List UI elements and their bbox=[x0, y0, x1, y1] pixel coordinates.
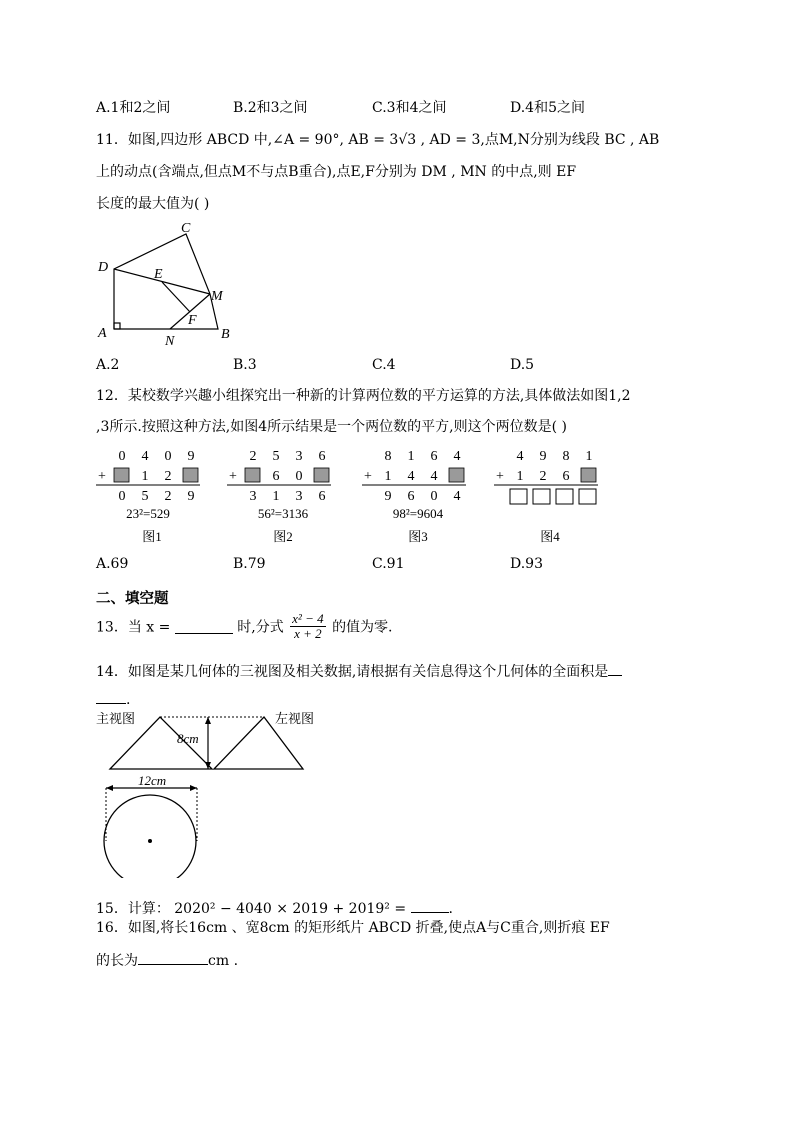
digit: 1 bbox=[407, 449, 415, 464]
digit: 4 bbox=[453, 489, 461, 504]
q12-option-b: B.79 bbox=[233, 556, 266, 572]
digit: 6 bbox=[562, 469, 570, 484]
q16-line1: 16．如图,将长16cm 、宽8cm 的矩形纸片 ABCD 折叠,使点A与C重合,则折痕 EF bbox=[96, 920, 610, 936]
q15 bbox=[96, 898, 453, 918]
empty-box bbox=[556, 489, 573, 504]
digit: 0 bbox=[118, 489, 126, 504]
caption: 图1 bbox=[142, 529, 162, 544]
q12-option-c: C.91 bbox=[372, 556, 405, 572]
q11-quadrilateral-figure bbox=[90, 220, 250, 350]
label-b: B bbox=[221, 327, 230, 342]
width-label: 12cm bbox=[138, 773, 167, 788]
digit: 0 bbox=[118, 449, 126, 464]
digit: 6 bbox=[318, 489, 326, 504]
digit: 2 bbox=[539, 469, 547, 484]
digit: 5 bbox=[141, 489, 149, 504]
top-view-circle bbox=[104, 795, 196, 878]
q11-option-b: B.3 bbox=[233, 357, 257, 373]
digit: 1 bbox=[384, 469, 392, 484]
shaded-box bbox=[314, 468, 329, 482]
q10-option-a: A.1和2之间 bbox=[96, 100, 171, 116]
equation: 56²=3136 bbox=[257, 506, 309, 521]
q16-line2 bbox=[96, 950, 238, 970]
height-label: 8cm bbox=[177, 731, 199, 746]
label-f: F bbox=[188, 313, 197, 328]
q13 bbox=[96, 612, 393, 641]
q15-period: . bbox=[448, 901, 453, 917]
digit: 9 bbox=[187, 449, 195, 464]
empty-box bbox=[510, 489, 527, 504]
section-title: 二、填空题 bbox=[96, 591, 169, 607]
arrow-head bbox=[106, 785, 113, 791]
digit: 9 bbox=[384, 489, 392, 504]
digit: 9 bbox=[187, 489, 195, 504]
digit: 8 bbox=[384, 449, 392, 464]
front-view-label: 主视图 bbox=[96, 712, 136, 727]
equation: 23²=529 bbox=[126, 506, 170, 521]
shaded-box bbox=[183, 468, 198, 482]
digit: 0 bbox=[164, 449, 172, 464]
digit: 9 bbox=[539, 449, 547, 464]
digit: 0 bbox=[430, 489, 438, 504]
label-a: A bbox=[98, 326, 107, 341]
label-m: M bbox=[211, 289, 223, 304]
q16-blank bbox=[138, 950, 208, 965]
digit: 6 bbox=[407, 489, 415, 504]
digit: 5 bbox=[272, 449, 280, 464]
label-n: N bbox=[165, 334, 175, 349]
q13-suffix: 的值为零. bbox=[332, 619, 393, 636]
digit: 1 bbox=[141, 469, 149, 484]
q14-blank-start bbox=[608, 661, 622, 676]
q14-blank-end bbox=[96, 689, 126, 704]
shaded-box bbox=[114, 468, 129, 482]
empty-box bbox=[579, 489, 596, 504]
q10-option-c: C.3和4之间 bbox=[372, 100, 447, 116]
q14-line1 bbox=[96, 661, 622, 681]
arrow-head bbox=[205, 717, 211, 724]
q13-mid: 时,分式 bbox=[237, 619, 284, 636]
label-d: D bbox=[98, 260, 109, 275]
digit: 3 bbox=[295, 489, 303, 504]
digit: 2 bbox=[164, 469, 172, 484]
q15-text: 15．计算： 2020² − 4040 × 2019 + 2019² = bbox=[96, 901, 407, 917]
digit: 1 bbox=[585, 449, 593, 464]
q13-blank bbox=[175, 619, 233, 634]
q11-option-d: D.5 bbox=[510, 357, 535, 373]
q13-denominator: x + 2 bbox=[294, 626, 322, 641]
q13-numerator: x² − 4 bbox=[292, 611, 324, 626]
q16-prefix: 的长为 bbox=[96, 953, 138, 969]
q13-prefix: 13．当 x = bbox=[96, 619, 171, 636]
digit: 3 bbox=[249, 489, 257, 504]
figure-3 bbox=[362, 449, 466, 544]
q12-line2: ,3所示.按照这种方法,如图4所示结果是一个两位数的平方,则这个两位数是( ) bbox=[96, 419, 567, 435]
q13-fraction bbox=[290, 612, 325, 641]
digit: 4 bbox=[141, 449, 149, 464]
q14-line2 bbox=[96, 689, 130, 709]
empty-box bbox=[533, 489, 550, 504]
q12-figures bbox=[90, 444, 610, 548]
center-dot bbox=[148, 839, 152, 843]
arrow-head bbox=[190, 785, 197, 791]
digit: 4 bbox=[516, 449, 524, 464]
digit: 6 bbox=[318, 449, 326, 464]
label-e: E bbox=[154, 267, 163, 282]
q14-period: . bbox=[126, 692, 131, 708]
digit: 1 bbox=[272, 489, 280, 504]
plus-sign: + bbox=[229, 469, 237, 484]
digit: 3 bbox=[295, 449, 303, 464]
figure-2 bbox=[227, 449, 331, 544]
equation: 98²=9604 bbox=[392, 506, 444, 521]
q11-line1: 11．如图,四边形 ABCD 中,∠A = 90°, AB = 3√3 , AD = 3,点M,N分别为线段 BC , AB bbox=[96, 132, 660, 148]
digit: 2 bbox=[164, 489, 172, 504]
digit: 4 bbox=[430, 469, 438, 484]
q12-line1: 12．某校数学兴趣小组探究出一种新的计算两位数的平方运算的方法,具体做法如图1,2 bbox=[96, 388, 631, 404]
digit: 2 bbox=[249, 449, 257, 464]
caption: 图4 bbox=[540, 529, 560, 544]
q10-option-b: B.2和3之间 bbox=[233, 100, 308, 116]
label-c: C bbox=[181, 221, 191, 236]
q11-option-a: A.2 bbox=[96, 357, 120, 373]
left-view-label: 左视图 bbox=[275, 712, 315, 727]
q12-option-a: A.69 bbox=[96, 556, 129, 572]
q16-suffix: cm . bbox=[208, 953, 239, 969]
q11-option-c: C.4 bbox=[372, 357, 396, 373]
q14-text: 14．如图是某几何体的三视图及相关数据,请根据有关信息得这个几何体的全面积是 bbox=[96, 664, 609, 680]
q14-three-views-figure bbox=[92, 708, 332, 878]
q10-option-d: D.4和5之间 bbox=[510, 100, 585, 116]
digit: 6 bbox=[272, 469, 280, 484]
caption: 图3 bbox=[408, 529, 428, 544]
q11-line2: 上的动点(含端点,但点M不与点B重合),点E,F分别为 DM , MN 的中点,则 EF bbox=[96, 164, 577, 180]
plus-sign: + bbox=[496, 469, 504, 484]
digit: 8 bbox=[562, 449, 570, 464]
plus-sign: + bbox=[98, 469, 106, 484]
shaded-box bbox=[245, 468, 260, 482]
q11-line3: 长度的最大值为( ) bbox=[96, 196, 210, 212]
plus-sign: + bbox=[364, 469, 372, 484]
digit: 4 bbox=[453, 449, 461, 464]
digit: 6 bbox=[430, 449, 438, 464]
digit: 0 bbox=[295, 469, 303, 484]
shaded-box bbox=[581, 468, 596, 482]
figure-1 bbox=[96, 449, 200, 544]
caption: 图2 bbox=[273, 529, 293, 544]
digit: 4 bbox=[407, 469, 415, 484]
figure-4 bbox=[494, 449, 598, 544]
q12-option-d: D.93 bbox=[510, 556, 543, 572]
digit: 1 bbox=[516, 469, 524, 484]
q15-blank bbox=[411, 898, 449, 913]
shaded-box bbox=[449, 468, 464, 482]
